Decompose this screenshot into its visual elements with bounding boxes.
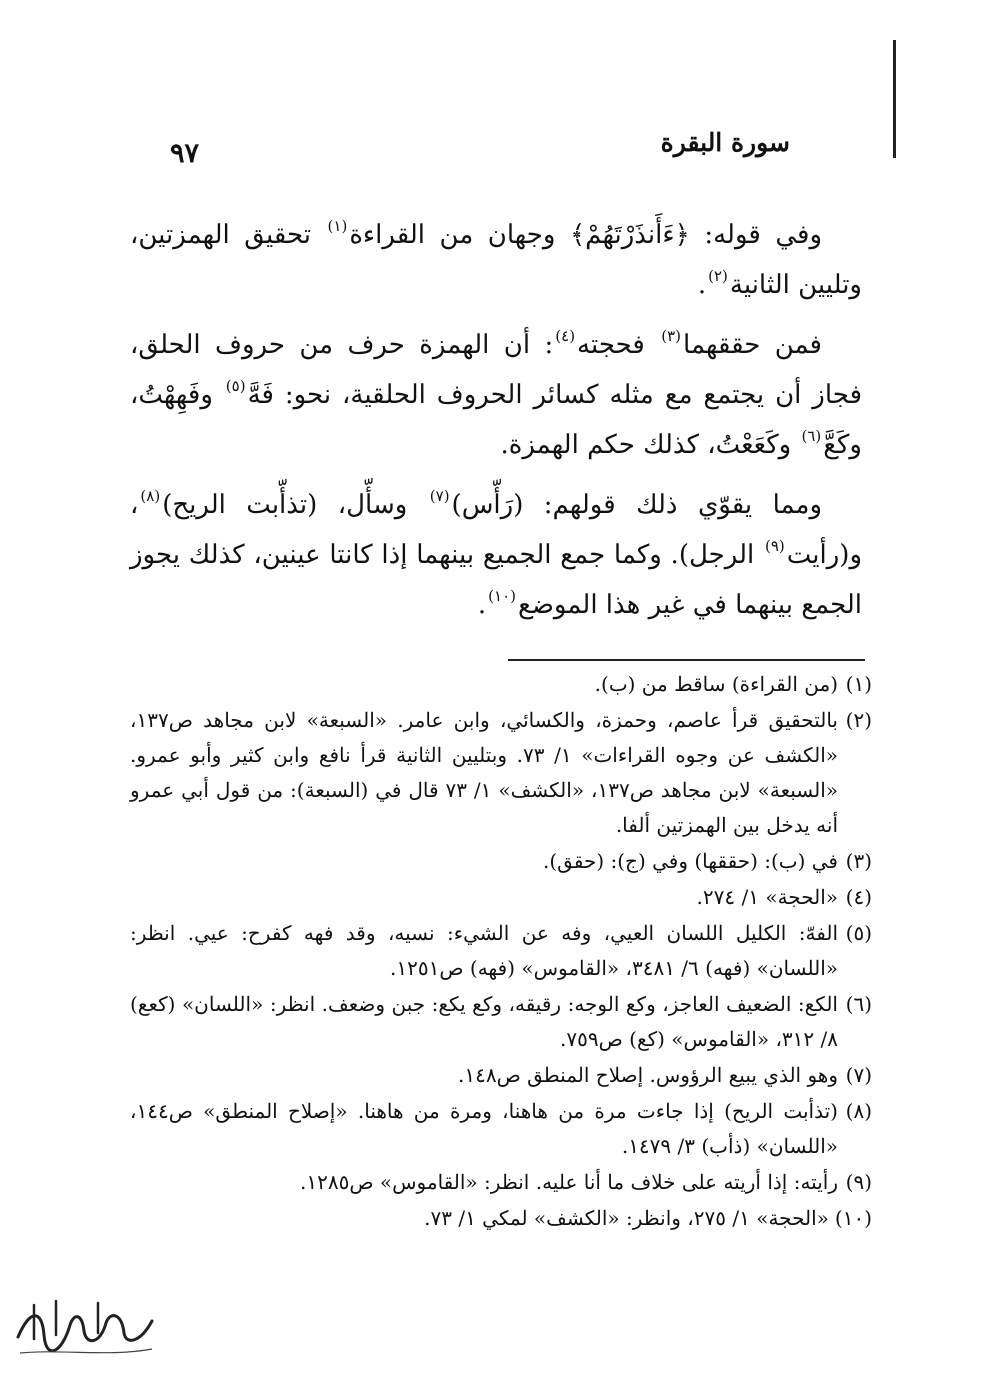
footnote <box>130 1058 872 1093</box>
logo-stroke <box>18 1316 152 1351</box>
footnote-number: (٧) <box>845 1063 872 1087</box>
footnote-number: (٦) <box>845 992 872 1016</box>
footnote-number: (١) <box>845 672 872 696</box>
paragraph-2 <box>130 320 862 470</box>
footnote-text: (تذأبت الريح) إذا جاءت مرة من هاهنا، ومرة من هاهنا. «إصلاح المنطق» ص١٤٤، «اللسان» (ذأب) ٣/ ١٤٧٩. <box>130 1099 838 1158</box>
footnote-text: «الحجة» ١/ ٢٧٥، وانظر: «الكشف» لمكي ١/ ٧٣. <box>424 1206 829 1230</box>
text-run: ومما يقوّي ذلك قولهم: (رَأّس) <box>451 490 822 520</box>
footnote-text: الكع: الضعيف العاجز، وكع الوجه: رقيقه، وكع يكع: جبن وضعف. انظر: «اللسان» (كعع) ٨/ ٣١٢، «القاموس» (كع) ص٧٥٩. <box>130 992 838 1051</box>
footnote-number: (٢) <box>845 708 872 732</box>
footnote-ref-1: (١) <box>327 217 348 235</box>
footnote-number: (٣) <box>845 849 872 873</box>
text-run: وكَعَعْتُ، كذلك حكم الهمزة. <box>500 430 800 460</box>
paragraph-1 <box>130 210 862 310</box>
footnote <box>130 987 872 1057</box>
text-run: فحجته <box>577 330 660 360</box>
footnote-text: (من القراءة) ساقط من (ب). <box>594 672 838 696</box>
running-head <box>130 120 790 174</box>
footnote-ref-6: (٦) <box>801 427 822 445</box>
footnote-text: وهو الذي يبيع الرؤوس. إصلاح المنطق ص١٤٨. <box>457 1063 838 1087</box>
footnote-number: (٩) <box>845 1170 872 1194</box>
footnote <box>130 916 872 986</box>
text-run: . <box>477 590 487 620</box>
surah-title: سورة البقرة <box>660 128 790 157</box>
text-run: تحقيق الهمزتين، وتليين الثانية <box>130 220 862 300</box>
page-number: ٩٧ <box>170 138 200 169</box>
publisher-logo-icon <box>10 1295 160 1365</box>
footnote <box>130 1201 872 1236</box>
text-run: الرجل). وكما جمع الجميع بينهما إذا كانتا عينين، كذلك يجوز الجمع بينهما في غير هذا الموضع <box>130 540 862 620</box>
footnote-separator <box>508 659 865 661</box>
footnote-text: بالتحقيق قرأ عاصم، وحمزة، والكسائي، وابن عامر. «السبعة» لابن مجاهد ص١٣٧، «الكشف عن وجوه القراءات» ١/ ٧٣. وبتليين الثانية قرأ نافع وابن كثير وأبو عمرو. «السبعة» لابن مجاهد ص١٣٧، «الكشف» ١/ ٧٣ قال في (السبعة): من قول أبي عمرو أنه يدخل بين الهمزتين ألفا. <box>130 708 838 837</box>
footnote-text: رأيته: إذا أريته على خلاف ما أنا عليه. انظر: «القاموس» ص١٢٨٥. <box>300 1170 838 1194</box>
logo-underline <box>20 1349 152 1353</box>
paragraph-3 <box>130 480 862 630</box>
footnote-number: (١٠) <box>834 1206 872 1230</box>
footnote <box>130 844 872 879</box>
footnote-ref-2: (٢) <box>708 267 728 285</box>
footnote-ref-5: (٥) <box>225 377 246 395</box>
footnote-ref-9: (٩) <box>764 537 785 555</box>
footnote-ref-4: (٤) <box>555 327 576 345</box>
page-edge-rule <box>893 40 896 158</box>
footnote-ref-7: (٧) <box>429 487 450 505</box>
footnote-ref-3: (٣) <box>661 327 682 345</box>
text-run: وسأّل، (تذأّبت الريح) <box>162 490 428 520</box>
footnote-text: «الحجة» ١/ ٢٧٤. <box>696 885 838 909</box>
footnote-number: (٨) <box>845 1099 872 1123</box>
footnote <box>130 667 872 702</box>
main-text <box>130 210 862 640</box>
footnote <box>130 880 872 915</box>
text-run: فمن حققهما <box>683 330 822 360</box>
footnote-number: (٥) <box>845 921 872 945</box>
footnote <box>130 1165 872 1200</box>
footnote-number: (٤) <box>845 885 872 909</box>
footnote <box>130 1094 872 1164</box>
footnote-ref-8: (٨) <box>140 487 161 505</box>
footnotes <box>130 667 872 1237</box>
text-run: : أن الهمزة حرف من حروف الحلق، فجاز أن يجتمع مع مثله كسائر الحروف الحلقية، نحو: فَهَّ <box>130 330 862 410</box>
text-run: ، و(رأيت <box>130 490 862 570</box>
text-run: . <box>697 270 707 300</box>
footnote-ref-10: (١٠) <box>488 587 517 605</box>
text-run: وفَهِهْتُ، وكَعَّ <box>130 380 862 460</box>
footnote-text: في (ب): (حققها) وفي (ج): (حقق). <box>543 849 838 873</box>
footnote <box>130 703 872 843</box>
text-run: وفي قوله: ﴿ءَأَنذَرْتَهُمْ﴾ وجهان من القراءة <box>349 220 822 250</box>
footnote-text: الفهّ: الكليل اللسان العيي، وفه عن الشيء: نسيه، وقد فهه كفرح: عيي. انظر: «اللسان» (فهه) ٦/ ٣٤٨١، «القاموس» (فهه) ص١٢٥١. <box>130 921 838 980</box>
